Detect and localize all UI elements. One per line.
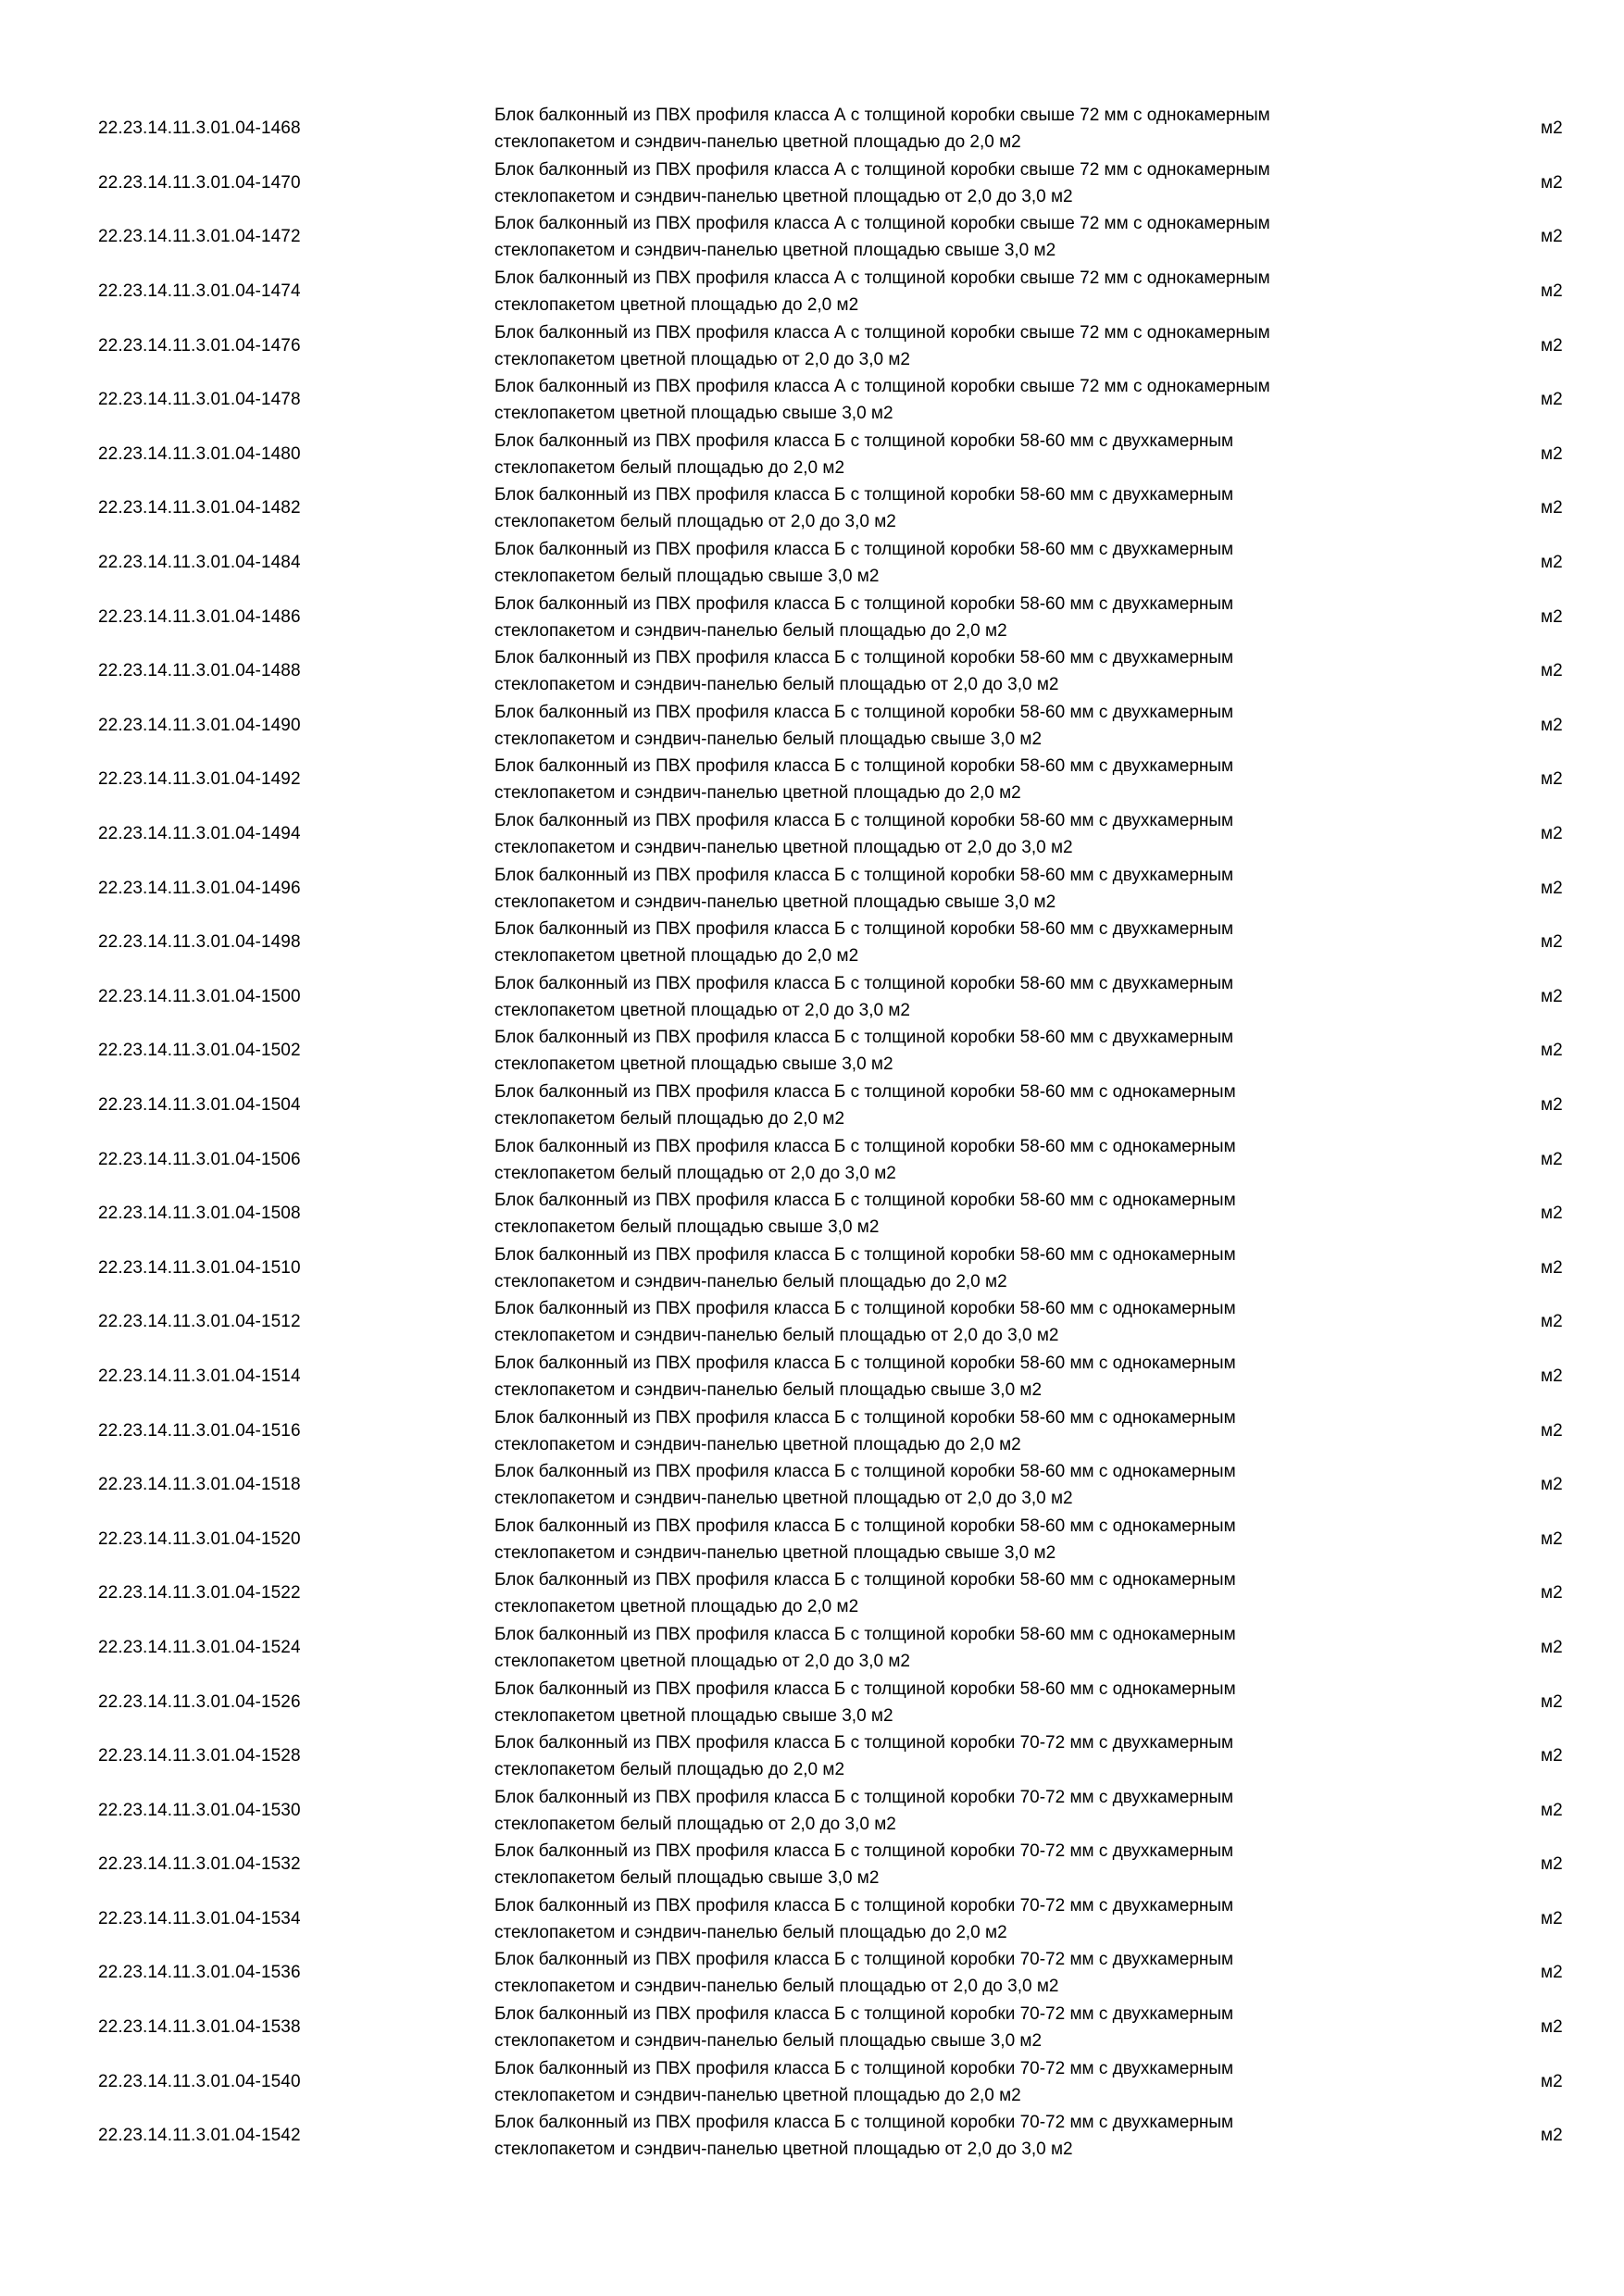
- table-row: [0, 1838, 1624, 1892]
- resource-code: 22.23.14.11.3.01.04-1524: [98, 1637, 301, 1657]
- resource-description: [494, 1404, 1420, 1458]
- resource-description: [494, 1838, 1420, 1891]
- unit-of-measure: м2: [1541, 769, 1563, 790]
- resource-description: [494, 1892, 1420, 1946]
- description-line-2: стеклопакетом цветной площадью до 2,0 м2: [494, 946, 859, 967]
- table-row: [0, 861, 1624, 916]
- description-line-2: стеклопакетом и сэндвич-панелью цветной площадью до 2,0 м2: [494, 2085, 1021, 2105]
- resource-code: 22.23.14.11.3.01.04-1534: [98, 1908, 301, 1928]
- resource-code: 22.23.14.11.3.01.04-1502: [98, 1041, 301, 1061]
- description-line-2: стеклопакетом белый площадью свыше 3,0 м2: [494, 1217, 880, 1238]
- table-row: [0, 1566, 1624, 1621]
- description-line-2: стеклопакетом и сэндвич-панелью цветной площадью свыше 3,0 м2: [494, 892, 1056, 912]
- resource-code: 22.23.14.11.3.01.04-1476: [98, 335, 301, 356]
- description-line-1: Блок балконный из ПВХ профиля класса Б с толщиной коробки 58-60 мм с однокамерным: [494, 1353, 1236, 1373]
- table-row: [0, 1621, 1624, 1676]
- description-line-2: стеклопакетом цветной площадью от 2,0 до 3,0 м2: [494, 1000, 910, 1020]
- table-row: [0, 1079, 1624, 1133]
- resource-description: [494, 319, 1420, 373]
- unit-of-measure: м2: [1541, 1475, 1563, 1495]
- table-row: [0, 1350, 1624, 1404]
- table-row: [0, 1187, 1624, 1242]
- resource-description: [494, 102, 1420, 156]
- description-line-2: стеклопакетом и сэндвич-панелью белый площадью до 2,0 м2: [494, 620, 1007, 641]
- resource-description: [494, 1946, 1420, 2000]
- resource-code: 22.23.14.11.3.01.04-1512: [98, 1312, 301, 1332]
- description-line-1: Блок балконный из ПВХ профиля класса А с толщиной коробки свыше 72 мм с однокамерным: [494, 214, 1270, 234]
- resource-code: 22.23.14.11.3.01.04-1526: [98, 1691, 301, 1712]
- resource-description: [494, 862, 1420, 916]
- resource-description: [494, 1187, 1420, 1241]
- description-line-2: стеклопакетом и сэндвич-панелью цветной площадью от 2,0 до 3,0 м2: [494, 2140, 1073, 2160]
- description-line-2: стеклопакетом и сэндвич-панелью цветной площадью до 2,0 м2: [494, 783, 1021, 804]
- description-line-2: стеклопакетом и сэндвич-панелью цветной площадью свыше 3,0 м2: [494, 241, 1056, 261]
- description-line-2: стеклопакетом и сэндвич-панелью белый площадью от 2,0 до 3,0 м2: [494, 675, 1059, 695]
- table-row: [0, 481, 1624, 536]
- resource-code: 22.23.14.11.3.01.04-1514: [98, 1366, 301, 1386]
- unit-of-measure: м2: [1541, 715, 1563, 735]
- description-line-2: стеклопакетом и сэндвич-панелью белый площадью от 2,0 до 3,0 м2: [494, 1977, 1059, 1997]
- resource-code: 22.23.14.11.3.01.04-1484: [98, 553, 301, 573]
- resource-description: [494, 2001, 1420, 2054]
- description-line-1: Блок балконный из ПВХ профиля класса А с толщиной коробки свыше 72 мм с однокамерным: [494, 106, 1270, 126]
- resource-description: [494, 428, 1420, 481]
- table-row: [0, 1512, 1624, 1566]
- resource-code: 22.23.14.11.3.01.04-1538: [98, 2017, 301, 2038]
- table-row: [0, 2109, 1624, 2164]
- description-line-1: Блок балконный из ПВХ профиля класса Б с толщиной коробки 70-72 мм с двухкамерным: [494, 1733, 1234, 1753]
- unit-of-measure: м2: [1541, 1366, 1563, 1386]
- description-line-1: Блок балконный из ПВХ профиля класса Б с толщиной коробки 58-60 мм с однокамерным: [494, 1191, 1236, 1211]
- table-row: [0, 2001, 1624, 2055]
- resource-description: [494, 1242, 1420, 1295]
- description-line-2: стеклопакетом и сэндвич-панелью белый площадью свыше 3,0 м2: [494, 729, 1043, 749]
- description-line-1: Блок балконный из ПВХ профиля класса Б с толщиной коробки 58-60 мм с двухкамерным: [494, 811, 1234, 831]
- unit-of-measure: м2: [1541, 932, 1563, 953]
- resource-code: 22.23.14.11.3.01.04-1488: [98, 661, 301, 681]
- table-row: [0, 2054, 1624, 2109]
- description-line-2: стеклопакетом цветной площадью до 2,0 м2: [494, 295, 859, 316]
- description-line-1: Блок балконный из ПВХ профиля класса Б с толщиной коробки 58-60 мм с двухкамерным: [494, 1028, 1234, 1048]
- unit-of-measure: м2: [1541, 390, 1563, 410]
- resource-description: [494, 2109, 1420, 2163]
- description-line-1: Блок балконный из ПВХ профиля класса Б с толщиной коробки 70-72 мм с двухкамерным: [494, 1787, 1234, 1807]
- unit-of-measure: м2: [1541, 1257, 1563, 1278]
- table-row: [0, 102, 1624, 156]
- description-line-1: Блок балконный из ПВХ профиля класса Б с толщиной коробки 58-60 мм с двухкамерным: [494, 919, 1234, 940]
- resource-code: 22.23.14.11.3.01.04-1496: [98, 878, 301, 898]
- table-row: [0, 916, 1624, 970]
- table-row: [0, 807, 1624, 862]
- resource-description: [494, 1513, 1420, 1566]
- description-line-1: Блок балконный из ПВХ профиля класса Б с толщиной коробки 58-60 мм с однокамерным: [494, 1678, 1236, 1699]
- unit-of-measure: м2: [1541, 1583, 1563, 1603]
- table-row: [0, 318, 1624, 373]
- description-line-2: стеклопакетом цветной площадью от 2,0 до 3,0 м2: [494, 1651, 910, 1671]
- description-line-1: Блок балконный из ПВХ профиля класса Б с толщиной коробки 58-60 мм с однокамерным: [494, 1081, 1236, 1102]
- unit-of-measure: м2: [1541, 2126, 1563, 2146]
- table-row: [0, 970, 1624, 1025]
- description-line-2: стеклопакетом цветной площадью свыше 3,0 м2: [494, 1705, 893, 1726]
- resource-description: [494, 1024, 1420, 1078]
- description-line-1: Блок балконный из ПВХ профиля класса Б с толщиной коробки 70-72 мм с двухкамерным: [494, 2113, 1234, 2133]
- description-line-2: стеклопакетом цветной площадью до 2,0 м2: [494, 1597, 859, 1617]
- resource-code: 22.23.14.11.3.01.04-1504: [98, 1094, 301, 1115]
- description-line-1: Блок балконный из ПВХ профиля класса Б с толщиной коробки 70-72 мм с двухкамерным: [494, 2004, 1234, 2025]
- table-row: [0, 156, 1624, 211]
- unit-of-measure: м2: [1541, 172, 1563, 193]
- description-line-2: стеклопакетом и сэндвич-панелью цветной площадью свыше 3,0 м2: [494, 1542, 1056, 1563]
- unit-of-measure: м2: [1541, 824, 1563, 844]
- table-row: [0, 644, 1624, 699]
- description-line-2: стеклопакетом белый площадью свыше 3,0 м2: [494, 567, 880, 587]
- description-line-2: стеклопакетом цветной площадью свыше 3,0 м2: [494, 404, 893, 424]
- resource-code: 22.23.14.11.3.01.04-1490: [98, 715, 301, 735]
- unit-of-measure: м2: [1541, 1691, 1563, 1712]
- description-line-1: Блок балконный из ПВХ профиля класса Б с толщиной коробки 58-60 мм с двухкамерным: [494, 430, 1234, 451]
- description-line-1: Блок балконный из ПВХ профиля класса Б с толщиной коробки 58-60 мм с однокамерным: [494, 1624, 1236, 1644]
- table-row: [0, 1892, 1624, 1947]
- unit-of-measure: м2: [1541, 606, 1563, 627]
- description-line-2: стеклопакетом и сэндвич-панелью белый площадью до 2,0 м2: [494, 1922, 1007, 1942]
- resource-code: 22.23.14.11.3.01.04-1472: [98, 227, 301, 247]
- table-row: [0, 1132, 1624, 1187]
- description-line-2: стеклопакетом белый площадью до 2,0 м2: [494, 1108, 845, 1129]
- resource-code: 22.23.14.11.3.01.04-1536: [98, 1963, 301, 1983]
- unit-of-measure: м2: [1541, 2071, 1563, 2091]
- unit-of-measure: м2: [1541, 1529, 1563, 1549]
- description-line-1: Блок балконный из ПВХ профиля класса Б с толщиной коробки 70-72 мм с двухкамерным: [494, 1950, 1234, 1970]
- resource-code: 22.23.14.11.3.01.04-1468: [98, 119, 301, 139]
- resource-code: 22.23.14.11.3.01.04-1498: [98, 932, 301, 953]
- resource-description: [494, 807, 1420, 861]
- table-row: [0, 590, 1624, 644]
- resource-code: 22.23.14.11.3.01.04-1470: [98, 172, 301, 193]
- resource-code: 22.23.14.11.3.01.04-1540: [98, 2071, 301, 2091]
- resource-description: [494, 1079, 1420, 1132]
- description-line-2: стеклопакетом и сэндвич-панелью белый площадью до 2,0 м2: [494, 1271, 1007, 1292]
- resource-code: 22.23.14.11.3.01.04-1532: [98, 1854, 301, 1875]
- unit-of-measure: м2: [1541, 986, 1563, 1006]
- description-line-1: Блок балконный из ПВХ профиля класса Б с толщиной коробки 58-60 мм с двухкамерным: [494, 702, 1234, 722]
- unit-of-measure: м2: [1541, 553, 1563, 573]
- table-row: [0, 536, 1624, 591]
- table-row: [0, 753, 1624, 807]
- description-line-2: стеклопакетом и сэндвич-панелью цветной площадью от 2,0 до 3,0 м2: [494, 186, 1073, 206]
- unit-of-measure: м2: [1541, 227, 1563, 247]
- resource-description: [494, 2055, 1420, 2109]
- resource-description: [494, 536, 1420, 590]
- resource-description: [494, 1295, 1420, 1349]
- resource-description: [494, 916, 1420, 969]
- resource-description: [494, 970, 1420, 1024]
- description-line-1: Блок балконный из ПВХ профиля класса Б с толщиной коробки 70-72 мм с двухкамерным: [494, 1895, 1234, 1915]
- resource-code: 22.23.14.11.3.01.04-1508: [98, 1204, 301, 1224]
- description-line-2: стеклопакетом белый площадью от 2,0 до 3,0 м2: [494, 1814, 896, 1834]
- unit-of-measure: м2: [1541, 1094, 1563, 1115]
- resource-code: 22.23.14.11.3.01.04-1480: [98, 443, 301, 464]
- description-line-2: стеклопакетом и сэндвич-панелью белый площадью свыше 3,0 м2: [494, 2031, 1043, 2052]
- description-line-2: стеклопакетом белый площадью до 2,0 м2: [494, 1760, 845, 1780]
- resource-description: [494, 1566, 1420, 1620]
- unit-of-measure: м2: [1541, 1204, 1563, 1224]
- resource-description: [494, 699, 1420, 753]
- resource-description: [494, 373, 1420, 427]
- price-list-table: [0, 102, 1624, 2164]
- description-line-1: Блок балконный из ПВХ профиля класса Б с толщиной коробки 58-60 мм с однокамерным: [494, 1462, 1236, 1482]
- unit-of-measure: м2: [1541, 878, 1563, 898]
- description-line-2: стеклопакетом и сэндвич-панелью цветной площадью от 2,0 до 3,0 м2: [494, 1489, 1073, 1509]
- description-line-1: Блок балконный из ПВХ профиля класса Б с толщиной коробки 58-60 мм с однокамерным: [494, 1299, 1236, 1319]
- description-line-1: Блок балконный из ПВХ профиля класса А с толщиной коробки свыше 72 мм с однокамерным: [494, 322, 1270, 343]
- resource-description: [494, 156, 1420, 210]
- table-row: [0, 1241, 1624, 1295]
- description-line-1: Блок балконный из ПВХ профиля класса Б с толщиной коробки 58-60 мм с двухкамерным: [494, 973, 1234, 993]
- table-row: [0, 1675, 1624, 1729]
- resource-description: [494, 1784, 1420, 1838]
- description-line-2: стеклопакетом и сэндвич-панелью цветной площадью от 2,0 до 3,0 м2: [494, 838, 1073, 858]
- unit-of-measure: м2: [1541, 281, 1563, 302]
- unit-of-measure: м2: [1541, 498, 1563, 518]
- description-line-2: стеклопакетом и сэндвич-панелью цветной площадью до 2,0 м2: [494, 1434, 1021, 1454]
- resource-description: [494, 1458, 1420, 1512]
- description-line-2: стеклопакетом цветной площадью свыше 3,0 м2: [494, 1054, 893, 1075]
- resource-description: [494, 1676, 1420, 1729]
- resource-description: [494, 265, 1420, 318]
- description-line-2: стеклопакетом и сэндвич-панелью белый площадью свыше 3,0 м2: [494, 1379, 1043, 1400]
- resource-description: [494, 481, 1420, 535]
- resource-code: 22.23.14.11.3.01.04-1520: [98, 1529, 301, 1549]
- resource-description: [494, 1133, 1420, 1187]
- description-line-1: Блок балконный из ПВХ профиля класса Б с толщиной коробки 70-72 мм с двухкамерным: [494, 1841, 1234, 1862]
- unit-of-measure: м2: [1541, 1149, 1563, 1169]
- resource-code: 22.23.14.11.3.01.04-1500: [98, 986, 301, 1006]
- table-row: [0, 1783, 1624, 1838]
- table-row: [0, 1404, 1624, 1458]
- resource-code: 22.23.14.11.3.01.04-1528: [98, 1746, 301, 1766]
- resource-description: [494, 1621, 1420, 1675]
- resource-code: 22.23.14.11.3.01.04-1506: [98, 1149, 301, 1169]
- resource-code: 22.23.14.11.3.01.04-1510: [98, 1257, 301, 1278]
- unit-of-measure: м2: [1541, 1420, 1563, 1441]
- resource-code: 22.23.14.11.3.01.04-1522: [98, 1583, 301, 1603]
- resource-description: [494, 644, 1420, 698]
- unit-of-measure: м2: [1541, 1041, 1563, 1061]
- description-line-1: Блок балконный из ПВХ профиля класса Б с толщиной коробки 58-60 мм с однокамерным: [494, 1244, 1236, 1265]
- table-row: [0, 1024, 1624, 1079]
- table-row: [0, 1729, 1624, 1784]
- description-line-2: стеклопакетом белый площадью от 2,0 до 3,0 м2: [494, 1163, 896, 1183]
- description-line-2: стеклопакетом белый площадью от 2,0 до 3,0 м2: [494, 512, 896, 532]
- resource-code: 22.23.14.11.3.01.04-1494: [98, 824, 301, 844]
- description-line-1: Блок балконный из ПВХ профиля класса Б с толщиной коробки 58-60 мм с двухкамерным: [494, 485, 1234, 505]
- unit-of-measure: м2: [1541, 1637, 1563, 1657]
- description-line-2: стеклопакетом и сэндвич-панелью цветной площадью до 2,0 м2: [494, 132, 1021, 153]
- table-row: [0, 1946, 1624, 2001]
- table-row: [0, 265, 1624, 319]
- description-line-1: Блок балконный из ПВХ профиля класса Б с толщиной коробки 58-60 мм с двухкамерным: [494, 756, 1234, 777]
- description-line-2: стеклопакетом цветной площадью от 2,0 до 3,0 м2: [494, 349, 910, 369]
- unit-of-measure: м2: [1541, 1312, 1563, 1332]
- description-line-1: Блок балконный из ПВХ профиля класса Б с толщиной коробки 70-72 мм с двухкамерным: [494, 2058, 1234, 2078]
- unit-of-measure: м2: [1541, 443, 1563, 464]
- resource-code: 22.23.14.11.3.01.04-1492: [98, 769, 301, 790]
- unit-of-measure: м2: [1541, 1963, 1563, 1983]
- resource-code: 22.23.14.11.3.01.04-1486: [98, 606, 301, 627]
- unit-of-measure: м2: [1541, 1746, 1563, 1766]
- resource-code: 22.23.14.11.3.01.04-1516: [98, 1420, 301, 1441]
- description-line-1: Блок балконный из ПВХ профиля класса Б с толщиной коробки 58-60 мм с двухкамерным: [494, 865, 1234, 885]
- description-line-1: Блок балконный из ПВХ профиля класса А с толщиной коробки свыше 72 мм с однокамерным: [494, 377, 1270, 397]
- description-line-2: стеклопакетом и сэндвич-панелью белый площадью от 2,0 до 3,0 м2: [494, 1326, 1059, 1346]
- table-row: [0, 1458, 1624, 1513]
- description-line-1: Блок балконный из ПВХ профиля класса Б с толщиной коробки 58-60 мм с двухкамерным: [494, 648, 1234, 668]
- unit-of-measure: м2: [1541, 661, 1563, 681]
- description-line-1: Блок балконный из ПВХ профиля класса Б с толщиной коробки 58-60 мм с двухкамерным: [494, 593, 1234, 614]
- description-line-1: Блок балконный из ПВХ профиля класса А с толщиной коробки свыше 72 мм с однокамерным: [494, 159, 1270, 180]
- resource-code: 22.23.14.11.3.01.04-1530: [98, 1800, 301, 1820]
- table-row: [0, 373, 1624, 428]
- table-row: [0, 1295, 1624, 1350]
- description-line-2: стеклопакетом белый площадью до 2,0 м2: [494, 457, 845, 478]
- resource-code: 22.23.14.11.3.01.04-1482: [98, 498, 301, 518]
- unit-of-measure: м2: [1541, 2017, 1563, 2038]
- resource-description: [494, 1729, 1420, 1783]
- unit-of-measure: м2: [1541, 335, 1563, 356]
- description-line-2: стеклопакетом белый площадью свыше 3,0 м2: [494, 1868, 880, 1889]
- description-line-1: Блок балконный из ПВХ профиля класса Б с толщиной коробки 58-60 мм с однокамерным: [494, 1516, 1236, 1536]
- description-line-1: Блок балконный из ПВХ профиля класса Б с толщиной коробки 58-60 мм с однокамерным: [494, 1570, 1236, 1591]
- table-row: [0, 428, 1624, 482]
- unit-of-measure: м2: [1541, 1854, 1563, 1875]
- resource-code: 22.23.14.11.3.01.04-1518: [98, 1475, 301, 1495]
- unit-of-measure: м2: [1541, 1800, 1563, 1820]
- resource-description: [494, 591, 1420, 644]
- resource-description: [494, 753, 1420, 806]
- description-line-1: Блок балконный из ПВХ профиля класса А с толщиной коробки свыше 72 мм с однокамерным: [494, 268, 1270, 289]
- description-line-1: Блок балконный из ПВХ профиля класса Б с толщиной коробки 58-60 мм с двухкамерным: [494, 540, 1234, 560]
- resource-code: 22.23.14.11.3.01.04-1478: [98, 390, 301, 410]
- description-line-1: Блок балконный из ПВХ профиля класса Б с толщиной коробки 58-60 мм с однокамерным: [494, 1136, 1236, 1156]
- unit-of-measure: м2: [1541, 119, 1563, 139]
- resource-description: [494, 210, 1420, 264]
- description-line-1: Блок балконный из ПВХ профиля класса Б с толщиной коробки 58-60 мм с однокамерным: [494, 1407, 1236, 1428]
- unit-of-measure: м2: [1541, 1908, 1563, 1928]
- table-row: [0, 210, 1624, 265]
- resource-code: 22.23.14.11.3.01.04-1542: [98, 2126, 301, 2146]
- resource-description: [494, 1350, 1420, 1404]
- table-row: [0, 699, 1624, 754]
- resource-code: 22.23.14.11.3.01.04-1474: [98, 281, 301, 302]
